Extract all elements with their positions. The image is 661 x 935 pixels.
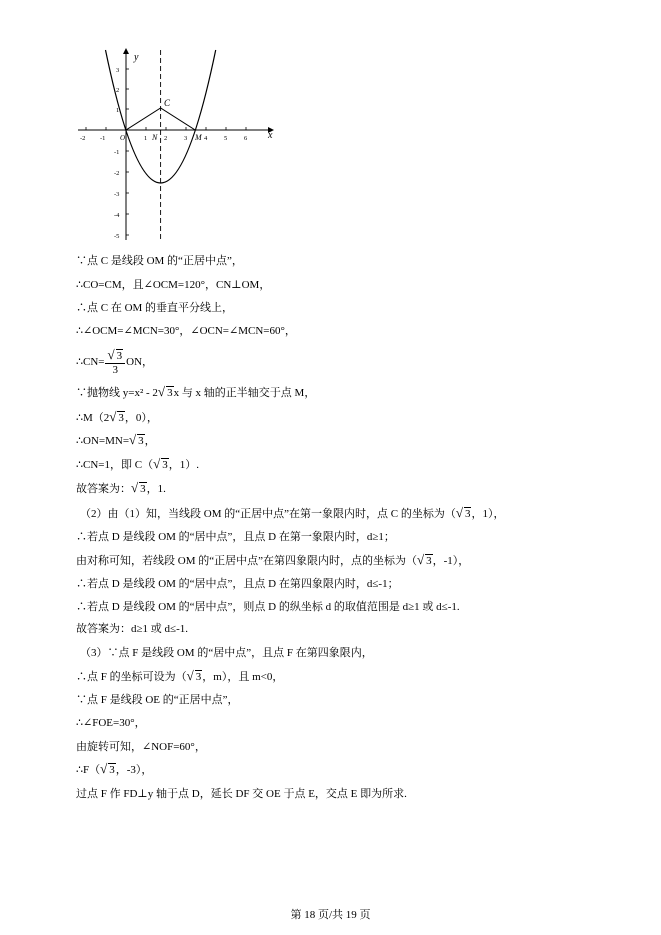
- y-tick-label: -3: [114, 191, 120, 198]
- text-segment: 由对称可知，若线段 OM 的“正居中点”在第四象限内时，点的坐标为（: [76, 555, 417, 567]
- y-tick-label: 2: [116, 87, 120, 94]
- solution-line: ∵点 C 是线段 OM 的“正居中点”，: [76, 255, 243, 267]
- y-tick-label: -5: [114, 233, 120, 240]
- solution-line: [80, 505, 504, 522]
- solution-line: ∴点 C 在 OM 的垂直平分线上，: [76, 302, 234, 314]
- sqrt-symbol: √: [157, 384, 166, 399]
- text-segment: ，1），: [471, 508, 505, 520]
- text-segment: ，-1），: [432, 555, 470, 567]
- y-tick-label: -1: [114, 149, 120, 156]
- solution-line: 过点 F 作 FD⊥y 轴于点 D，延长 DF 交 OE 于点 E，交点 E 即为所求.: [76, 788, 407, 800]
- y-axis-arrow: [123, 48, 129, 54]
- solution-line: [76, 668, 283, 685]
- text-segment: ，1）.: [168, 459, 199, 471]
- solution-line: ∵点 F 是线段 OE 的“正居中点”，: [76, 694, 239, 706]
- radicand: 3: [167, 387, 173, 399]
- solution-line: ∴若点 D 是线段 OM 的“居中点”，且点 D 在第四象限内时，d≤-1；: [76, 578, 399, 590]
- origin-label: O: [120, 134, 126, 142]
- text-segment: ∵抛物线 y=x² - 2: [76, 387, 158, 399]
- solution-line: [76, 432, 156, 449]
- x-tick-label: 5: [224, 135, 228, 142]
- solution-line: 由旋转可知，∠NOF=60°，: [76, 741, 206, 753]
- y-tick-label: -2: [114, 170, 120, 177]
- radicand: 3: [195, 671, 202, 683]
- point-N-label: N: [152, 133, 158, 142]
- text-segment: ，-3），: [115, 764, 153, 776]
- radicand: 3: [162, 459, 168, 471]
- text-segment: ∴F（: [76, 764, 101, 776]
- page-footer: 第 18 页/共 19 页: [290, 909, 371, 921]
- x-axis-label: x: [268, 130, 273, 141]
- radicand: 3: [464, 508, 471, 520]
- radicand: 3: [116, 350, 123, 362]
- sqrt-symbol: √: [131, 480, 139, 495]
- text-segment: ∴点 F 的坐标可设为（: [76, 671, 187, 683]
- solution-line: [76, 384, 315, 401]
- y-axis-label: y: [134, 52, 139, 63]
- radicand: 3: [118, 412, 124, 424]
- text-segment: ，0），: [124, 412, 158, 424]
- x-tick-label: -1: [100, 135, 106, 142]
- sqrt-symbol: √: [109, 409, 117, 424]
- solution-line: [76, 761, 152, 778]
- solution-line: ∴若点 D 是线段 OM 的“居中点”，则点 D 的纵坐标 d 的取值范围是 d≥1 或 d≤-1.: [76, 601, 460, 613]
- sqrt-symbol: √: [153, 456, 161, 471]
- y-tick-label: 1: [116, 107, 120, 114]
- text-segment: ，: [144, 435, 156, 447]
- point-C-label: C: [164, 98, 171, 108]
- answer-line: 故答案为：d≥1 或 d≤-1.: [76, 623, 188, 635]
- radicand: 3: [138, 435, 144, 447]
- solution-line: ∴∠FOE=30°，: [76, 717, 146, 729]
- text-segment: ，m），且 m<0，: [202, 671, 284, 683]
- sqrt-symbol: √: [417, 552, 425, 567]
- x-tick-label: 6: [244, 135, 248, 142]
- radicand: 3: [109, 764, 115, 776]
- sqrt-symbol: √: [100, 761, 108, 776]
- x-tick-label: 2: [164, 135, 168, 142]
- x-tick-label: -2: [80, 135, 86, 142]
- text-segment: ∴ON=MN=: [76, 435, 130, 447]
- solution-line: [76, 409, 158, 426]
- text-segment: ∴CN=1，即 C（: [76, 459, 154, 471]
- text-segment: ON，: [126, 356, 154, 369]
- x-tick-label: 3: [184, 135, 188, 142]
- x-tick-label: 1: [144, 135, 148, 142]
- text-segment: x 与 x 轴的正半轴交于点 M，: [173, 387, 316, 399]
- text-segment: ∴CN=: [76, 356, 105, 369]
- solution-line-fraction: [76, 348, 153, 377]
- fraction: [105, 348, 125, 377]
- sqrt-symbol: √: [107, 347, 115, 362]
- solution-line: [76, 456, 199, 473]
- solution-line: ∴∠OCM=∠MCN=30°，∠OCN=∠MCN=60°，: [76, 325, 296, 337]
- text-segment: ，1.: [146, 483, 166, 495]
- text-segment: 故答案为：: [76, 483, 131, 495]
- coordinate-graph: [74, 46, 278, 246]
- y-tick-label: -4: [114, 212, 120, 219]
- y-tick-label: 3: [116, 67, 120, 74]
- text-segment: （2）由（1）知，当线段 OM 的“正居中点”在第一象限内时，点 C 的坐标为（: [80, 508, 456, 520]
- solution-line: ∴若点 D 是线段 OM 的“居中点”，且点 D 在第一象限内时，d≥1；: [76, 531, 395, 543]
- x-tick-label: 4: [204, 135, 208, 142]
- solution-line: ∴CO=CM，且∠OCM=120°，CN⊥OM，: [76, 279, 271, 291]
- solution-line: （3）∵点 F 是线段 OM 的“居中点”，且点 F 在第四象限内，: [80, 647, 373, 659]
- text-segment: ∴M（2: [76, 412, 110, 424]
- point-M-label: M: [195, 133, 202, 142]
- sqrt-symbol: √: [129, 432, 137, 447]
- radicand: 3: [426, 555, 432, 567]
- radicand: 3: [140, 483, 146, 495]
- denominator: 3: [112, 364, 119, 376]
- answer-line: [76, 480, 166, 497]
- sqrt-symbol: √: [455, 505, 463, 520]
- sqrt-symbol: √: [186, 668, 194, 683]
- solution-line: [76, 552, 469, 569]
